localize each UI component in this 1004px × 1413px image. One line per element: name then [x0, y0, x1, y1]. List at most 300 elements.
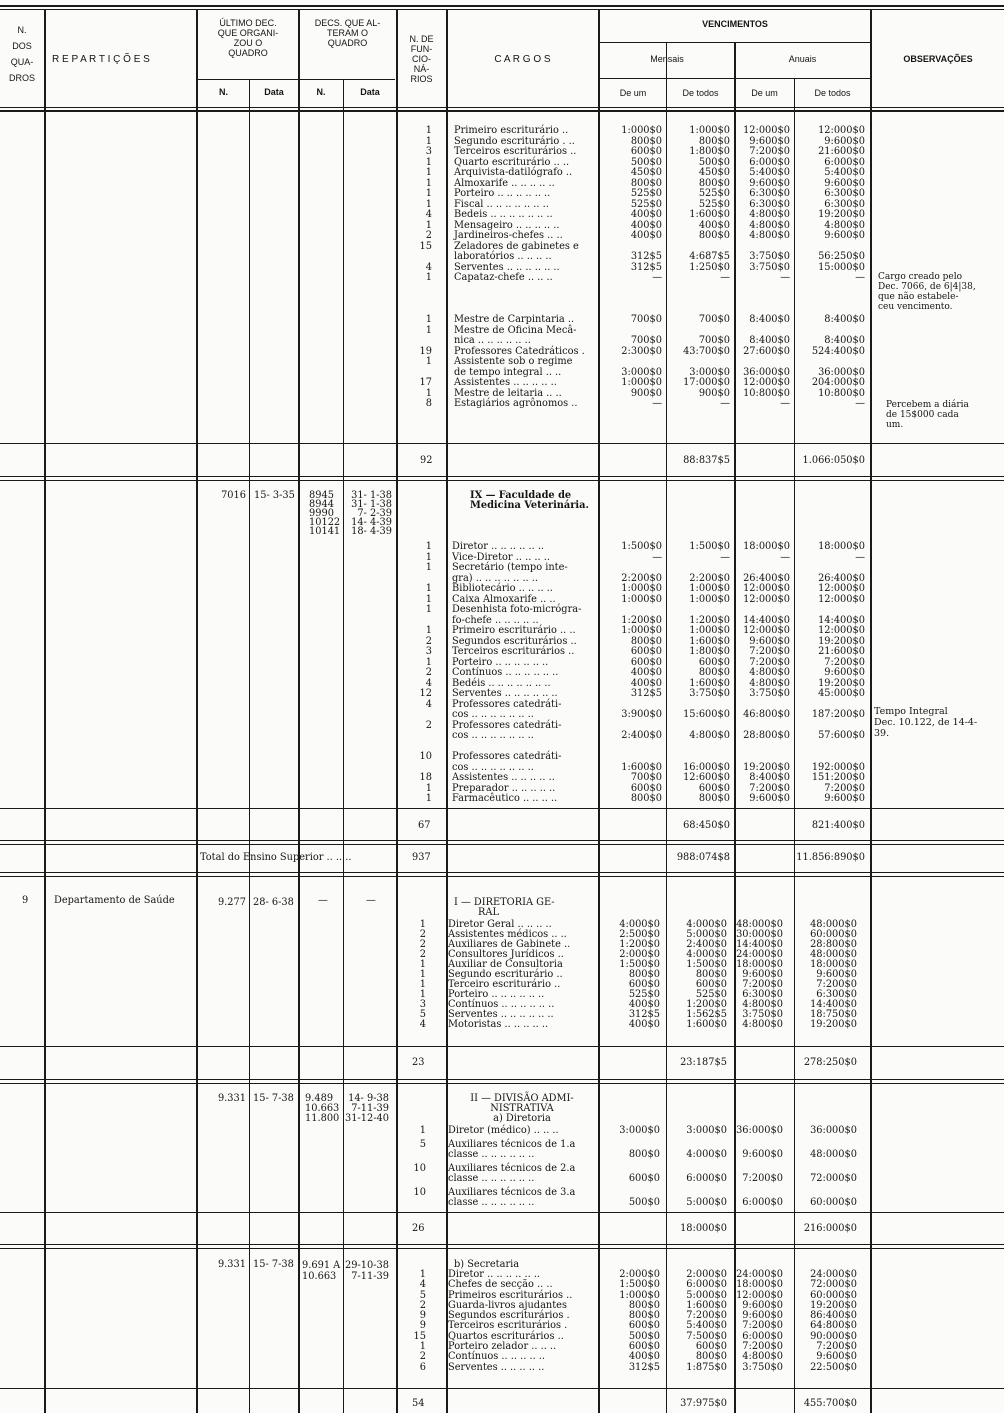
cell-m1: 1:500$0 — [619, 1279, 660, 1291]
cell-mt: 1:562$5 — [686, 1009, 727, 1020]
cell-n: 1 — [425, 541, 432, 552]
block3-decs-data: — — [366, 895, 376, 906]
cell-data: 7- 2-39 — [357, 508, 392, 519]
header-text: ÚLTIMO DEC. — [219, 18, 277, 28]
cell-a1: 18:000$0 — [736, 1279, 783, 1291]
cell-cargo: Segundos escriturários . — [448, 1310, 570, 1322]
cell-a1: 6:300$0 — [742, 989, 783, 1000]
cell-n: 1 — [419, 959, 426, 970]
cell-n: 9 — [419, 1310, 426, 1322]
cell-mt: 6:000$0 — [686, 1173, 727, 1184]
cell-a1: 7:200$0 — [742, 1320, 783, 1332]
cell-n: 1 — [425, 198, 432, 210]
cell-data: 14- 4-39 — [351, 517, 392, 528]
section-title-line: NISTRATIVA — [490, 1103, 554, 1114]
cell-m1 — [600, 742, 662, 753]
cell-n: 9.691 A — [302, 1260, 341, 1271]
cell-m1: 1:000$0 — [621, 125, 662, 136]
cell-mt: 15:600$0 — [683, 709, 730, 720]
cell-m1: 700$0 — [630, 335, 662, 346]
cell-m1: 800$0 — [630, 135, 662, 147]
obs-line: Percebem a diária — [886, 400, 969, 410]
cell-n: 1 — [419, 919, 426, 930]
block3-mt-col — [667, 920, 727, 1030]
block3-ultimo-dec-data: 28- 6-38 — [253, 897, 294, 908]
cell-n: 1 — [425, 583, 432, 594]
cell-data: 7-11-39 — [351, 1271, 389, 1282]
cell-m1: 400$0 — [630, 677, 662, 689]
cell-cargo: Mestre de Oficina Mecâ- — [454, 324, 577, 336]
cell-n — [398, 1198, 426, 1208]
cell-mt: 43:700$0 — [683, 345, 730, 357]
cell-n: 15 — [419, 240, 432, 252]
header-ultimo-dec — [198, 18, 298, 58]
cell-a1: 7:200$0 — [749, 646, 790, 657]
cell-at: 8:400$0 — [824, 314, 865, 325]
cell-cargo: Segundos escriturários .. — [452, 635, 577, 647]
block3-total-n: 23 — [412, 1057, 425, 1068]
cell-m1: 1:000$0 — [621, 625, 662, 636]
cell-mt: 2:000$0 — [686, 1269, 727, 1280]
cell-at: 7:200$0 — [824, 656, 865, 668]
cell-n: 3 — [425, 146, 432, 157]
cell-cargo: Caixa Almoxarife .. .. — [452, 593, 556, 605]
block2-total-n: 67 — [418, 820, 431, 831]
cell-at: 12:000$0 — [818, 125, 865, 136]
block2-total-at: 821:400$0 — [811, 820, 865, 831]
cell-m1: 700$0 — [630, 314, 662, 325]
cell-a1: 18:000$0 — [736, 959, 783, 970]
cell-mt: 5:000$0 — [686, 929, 727, 940]
cell-m1: 600$0 — [628, 979, 660, 990]
cell-m1: 312$5 — [628, 1361, 660, 1373]
cell-at: 9:600$0 — [824, 135, 865, 147]
cell-m1: 500$0 — [628, 1330, 660, 1342]
cell-n — [398, 294, 432, 305]
cell-cargo: cos .. .. .. .. .. .. .. — [452, 730, 534, 741]
header-text: NÁ- — [413, 64, 430, 74]
cell-cargo: Capataz-chefe .. .. .. — [454, 272, 553, 283]
cell-a1: 12:000$0 — [743, 583, 790, 594]
cell-a1: 9:600$0 — [742, 969, 783, 980]
cell-cargo: Mensageiro .. .. .. .. .. — [454, 219, 560, 231]
cell-a1: 26:400$0 — [743, 572, 790, 584]
header-text: DECS. QUE AL- — [314, 18, 381, 28]
block2-observation — [874, 706, 977, 739]
cell-mt: 1:800$0 — [689, 146, 730, 157]
cell-n: 19 — [419, 345, 432, 357]
cell-a1: 4:800$0 — [742, 1351, 783, 1363]
cell-m1: 800$0 — [630, 177, 662, 189]
cell-at: 48:000$0 — [810, 949, 857, 960]
obs-line: 39. — [874, 728, 890, 739]
cell-at: 18:000$0 — [810, 959, 857, 970]
cell-m1: 2:000$0 — [619, 1269, 660, 1280]
cell-n: 1 — [425, 656, 432, 668]
cell-cargo: Motoristas .. .. .. .. .. — [448, 1019, 549, 1030]
cell-mt: 5:400$0 — [686, 1320, 727, 1332]
cell-cargo: Serventes .. .. .. .. .. .. — [452, 688, 558, 699]
block4-mt-col — [667, 1126, 727, 1208]
cell-a1: 8:400$0 — [749, 314, 790, 325]
cell-a1: 4:800$0 — [749, 667, 790, 678]
cell-a1: 4:800$0 — [749, 230, 790, 241]
cell-a1: 48:000$0 — [736, 919, 783, 930]
cell-at: 524:400$0 — [811, 345, 865, 357]
section-title-line: a) Diretoria — [493, 1113, 551, 1124]
cell-mt: 800$0 — [698, 177, 730, 189]
cell-mt: 900$0 — [698, 387, 730, 399]
block5-at-col — [795, 1270, 857, 1373]
cell-n: 2 — [425, 667, 432, 678]
grand-total-n: 937 — [412, 852, 431, 863]
cell-n: 1 — [419, 979, 426, 990]
cell-a1: 4:800$0 — [742, 999, 783, 1010]
header-de-um: De um — [619, 88, 647, 98]
cell-cargo: Porteiro .. .. .. .. .. .. — [454, 188, 551, 199]
cell-a1: 6:000$0 — [742, 1330, 783, 1342]
cell-mt: 400$0 — [698, 219, 730, 231]
block5-decs-n-col — [302, 1260, 344, 1282]
cell-n: 1 — [425, 625, 432, 636]
cell-n: 2 — [425, 719, 432, 731]
cell-m1: 800$0 — [628, 1149, 660, 1160]
block1-m1-col — [600, 126, 662, 410]
cell-cargo: Professores catedráti- — [452, 719, 562, 731]
cell-mt: — — [720, 398, 730, 409]
cell-mt: 4:000$0 — [686, 949, 727, 960]
block2-at-col — [795, 542, 865, 805]
cell-at: — — [855, 272, 865, 283]
block2-section-title — [470, 491, 589, 511]
cell-m1: 2:400$0 — [621, 730, 662, 741]
cell-a1: 7:200$0 — [742, 1173, 783, 1184]
cell-at: 24:000$0 — [810, 1269, 857, 1280]
cell-n: 15 — [413, 1330, 426, 1342]
cell-a1: 14:400$0 — [736, 939, 783, 950]
cell-m1: 1:000$0 — [619, 1289, 660, 1301]
cell-data: 18- 4-39 — [351, 526, 392, 537]
cell-a1: 28:800$0 — [743, 730, 790, 741]
cell-cargo: Bedéis .. .. .. .. .. .. .. — [452, 677, 551, 689]
cell-a1: — — [780, 551, 790, 563]
cell-n: 1 — [425, 604, 432, 615]
block4-at-col — [795, 1126, 857, 1208]
cell-at: 18:000$0 — [818, 541, 865, 552]
cell-cargo: Terceiros escriturários .. — [452, 646, 575, 657]
block2-ultimo-dec-n: 7016 — [221, 490, 246, 501]
cell-at — [795, 357, 865, 368]
cell-at — [795, 742, 865, 753]
block5-m1-col — [600, 1270, 660, 1373]
header-de-todos: De todos — [814, 88, 851, 98]
cell-cargo: Diretor .. .. .. .. .. .. — [452, 541, 545, 552]
header-text: TERAM O — [326, 28, 368, 38]
cell-m1: 2:200$0 — [621, 572, 662, 584]
cell-m1: 800$0 — [628, 969, 660, 980]
header-cargos: C A R G O S — [494, 54, 551, 65]
cell-at: 72:000$0 — [810, 1279, 857, 1291]
block4-total-n: 26 — [412, 1223, 425, 1234]
cell-at — [795, 284, 865, 295]
cell-cargo: Terceiros escriturários . — [448, 1320, 568, 1332]
cell-a1 — [735, 742, 790, 753]
block5-decs-data-col — [344, 1260, 389, 1282]
cell-mt: 3:000$0 — [689, 366, 730, 378]
header-sub-data: Data — [360, 87, 380, 97]
obs-line: Tempo Integral — [874, 706, 948, 717]
cell-at: 19:200$0 — [818, 209, 865, 220]
cell-mt: 1:250$0 — [689, 261, 730, 273]
cell-mt: 525$0 — [698, 188, 730, 199]
cell-m1: — — [652, 551, 662, 563]
cell-n — [398, 731, 432, 742]
cell-m1: 400$0 — [630, 230, 662, 241]
block3-cargo-col — [448, 920, 598, 1030]
cell-cargo: Contínuos .. .. .. .. .. — [448, 1351, 546, 1363]
cell-n: 1 — [419, 1125, 426, 1136]
block5-total-mt: 37:975$0 — [680, 1398, 727, 1409]
header-anuais: Anuais — [788, 54, 817, 64]
cell-cargo: fo-chefe .. .. .. .. .. — [452, 614, 539, 626]
cell-mt: 4:000$0 — [686, 1149, 727, 1160]
cell-a1: 4:800$0 — [749, 677, 790, 689]
cell-at: 204:000$0 — [811, 377, 865, 388]
cell-a1: 3:750$0 — [749, 251, 790, 262]
cell-at: 26:400$0 — [818, 572, 865, 584]
cell-m1: 500$0 — [628, 1197, 660, 1208]
block4-cargo-col — [448, 1126, 598, 1208]
cell-at: 14:400$0 — [810, 999, 857, 1010]
header-observacoes: OBSERVAÇÕES — [903, 54, 973, 64]
cell-cargo: Auxiliares técnicos de 1.a — [448, 1139, 576, 1150]
cell-n: 4 — [419, 1019, 426, 1030]
cell-cargo: Primeiro escriturário .. .. — [452, 625, 576, 636]
cell-mt: 800$0 — [698, 667, 730, 678]
cell-cargo: classe .. .. .. .. .. .. — [448, 1149, 535, 1160]
cell-cargo: cos .. .. .. .. .. .. .. — [452, 761, 534, 773]
cell-a1 — [735, 752, 790, 763]
cell-mt: 800$0 — [698, 135, 730, 147]
cell-m1: 1:500$0 — [621, 541, 662, 552]
cell-at: 19:200$0 — [818, 677, 865, 689]
cell-mt: 1:600$0 — [686, 1299, 727, 1311]
block3-total-at: 278:250$0 — [803, 1057, 857, 1068]
cell-a1: 24:000$0 — [736, 1269, 783, 1280]
cell-cargo: laboratórios .. .. .. .. — [454, 251, 552, 262]
cell-a1 — [735, 357, 790, 368]
cell-a1: 46:800$0 — [743, 709, 790, 720]
cell-a1: 3:750$0 — [749, 688, 790, 699]
cell-n: 2 — [419, 929, 426, 940]
cell-cargo: Guarda-livros ajudantes — [448, 1299, 567, 1311]
cell-m1: 4:000$0 — [619, 919, 660, 930]
cell-at: 7:200$0 — [816, 1341, 857, 1353]
cell-data: 14- 9-38 — [348, 1093, 389, 1104]
cell-n: 1 — [425, 593, 432, 605]
cell-n: 8944 — [309, 499, 334, 510]
cell-at: 6:300$0 — [816, 989, 857, 1000]
cell-n: 10.663 — [305, 1103, 340, 1114]
cell-a1: — — [780, 272, 790, 283]
cell-a1: 6:300$0 — [749, 198, 790, 210]
block1-observation — [878, 272, 976, 312]
header-text: N. — [17, 25, 27, 35]
cell-n: 1 — [425, 551, 432, 563]
cell-m1: 400$0 — [628, 1351, 660, 1363]
cell-m1: 1:600$0 — [621, 761, 662, 773]
cell-m1: 800$0 — [630, 635, 662, 647]
block4-section-title — [448, 1094, 596, 1124]
block5-total-at: 455:700$0 — [803, 1398, 857, 1409]
cell-at: 90:000$0 — [810, 1330, 857, 1342]
block1-observation-2 — [886, 400, 969, 430]
cell-a1: 12:000$0 — [743, 593, 790, 605]
cell-mt: 1:500$0 — [689, 541, 730, 552]
cell-a1: 3:750$0 — [742, 1009, 783, 1020]
cell-mt: 2:200$0 — [689, 572, 730, 584]
block3-section-title — [454, 898, 555, 918]
cell-n: 8945 — [309, 490, 334, 501]
cell-mt: 1:600$0 — [686, 1019, 727, 1030]
cell-n: 11.800 — [305, 1113, 340, 1124]
cell-n: 12 — [419, 688, 432, 699]
block3-reparticao: Departamento de Saúde — [54, 895, 175, 906]
cell-at — [795, 294, 865, 305]
cell-m1: 3:000$0 — [621, 366, 662, 378]
cell-n: 9 — [419, 1320, 426, 1332]
cell-mt: 1:500$0 — [686, 959, 727, 970]
cell-cargo: classe .. .. .. .. .. .. — [448, 1173, 535, 1184]
cell-m1: 2:300$0 — [621, 345, 662, 357]
cell-m1: 525$0 — [630, 188, 662, 199]
cell-a1: 8:400$0 — [749, 772, 790, 783]
cell-data: 29-10-38 — [344, 1260, 389, 1271]
cell-cargo: Fiscal .. .. .. .. .. .. .. — [454, 198, 549, 210]
obs-line: que não estabele- — [878, 292, 959, 302]
block5-mt-col — [667, 1270, 727, 1373]
cell-cargo: Mestre de leitaria .. .. — [454, 387, 562, 399]
cell-m1: 600$0 — [628, 1341, 660, 1353]
cell-at: 9:600$0 — [824, 793, 865, 804]
header-sub-n: N. — [219, 87, 228, 97]
block2-mt-col — [667, 542, 730, 805]
block3-at-col — [795, 920, 857, 1030]
cell-at: 5:400$0 — [824, 167, 865, 178]
cell-mt: 1:600$0 — [689, 677, 730, 689]
cell-m1: 3:900$0 — [621, 709, 662, 720]
section-title-line: Medicina Veterinária. — [470, 500, 589, 511]
cell-mt: 5:000$0 — [686, 1197, 727, 1208]
cell-at: 36:000$0 — [810, 1125, 857, 1136]
cell-at: 9:600$0 — [824, 177, 865, 189]
cell-m1: 800$0 — [628, 1310, 660, 1322]
cell-a1: 7:200$0 — [749, 656, 790, 668]
cell-cargo: Arquivista-datilógrafo .. — [454, 167, 573, 178]
cell-n: 2 — [419, 1351, 426, 1363]
block5-section-title: b) Secretaria — [454, 1259, 520, 1270]
cell-m1: 600$0 — [628, 1173, 660, 1184]
cell-at: 12:000$0 — [818, 625, 865, 636]
cell-mt: 3:000$0 — [686, 1125, 727, 1136]
cell-a1: 9:600$0 — [749, 135, 790, 147]
cell-n: 1 — [425, 387, 432, 399]
cell-m1: 1:000$0 — [621, 593, 662, 605]
cell-data: 31-12-40 — [344, 1113, 389, 1124]
block3-decs-n: — — [318, 895, 328, 906]
cell-cargo — [454, 294, 598, 305]
cell-a1: 4:800$0 — [749, 219, 790, 231]
cell-at: 9:600$0 — [824, 667, 865, 678]
cell-cargo: Diretor .. .. .. .. .. .. — [448, 1269, 541, 1280]
cell-a1: 8:400$0 — [749, 335, 790, 346]
cell-m1: 400$0 — [630, 209, 662, 220]
cell-at: 14:400$0 — [818, 614, 865, 626]
cell-at: 21:600$0 — [818, 146, 865, 157]
cell-n: 1 — [425, 356, 432, 367]
cell-m1 — [600, 284, 662, 295]
cell-a1: 7:200$0 — [749, 146, 790, 157]
cell-a1: 9:600$0 — [749, 177, 790, 189]
cell-m1: 400$0 — [630, 219, 662, 231]
cell-mt: — — [720, 272, 730, 283]
cell-cargo: Assistente sob o regime — [454, 356, 573, 367]
cell-n: 5 — [419, 1139, 426, 1150]
cell-cargo: Serventes .. .. .. .. .. .. — [454, 261, 560, 273]
cell-at: 6:000$0 — [824, 156, 865, 168]
cell-m1: 450$0 — [630, 167, 662, 178]
cell-n: 18 — [419, 772, 432, 783]
cell-cargo: Estagiários agrônomos .. — [454, 398, 578, 409]
cell-n — [398, 1174, 426, 1184]
obs-line: Dec. 7066, de 6|4|38, — [878, 282, 976, 292]
cell-mt: 2:400$0 — [686, 939, 727, 950]
block2-n-col — [398, 542, 432, 805]
block5-ultimo-dec-n: 9.331 — [217, 1259, 246, 1270]
cell-at: 7:200$0 — [824, 782, 865, 794]
cell-a1: 30:000$0 — [736, 929, 783, 940]
header-decs-alteram — [299, 18, 396, 48]
cell-n: 5 — [419, 1009, 426, 1020]
obs-line: Cargo creado pelo — [878, 272, 963, 282]
cell-cargo: Bedeis .. .. .. .. .. .. .. — [454, 209, 553, 220]
cell-mt: 1:800$0 — [689, 646, 730, 657]
cell-a1: 9:600$0 — [749, 793, 790, 804]
cell-data: 31- 1-38 — [351, 490, 392, 501]
cell-mt: 500$0 — [698, 156, 730, 168]
cell-at: 45:000$0 — [818, 688, 865, 699]
cell-n — [398, 710, 432, 721]
cell-cargo: Porteiro .. .. .. .. .. .. — [448, 989, 545, 1000]
cell-cargo: Consultores Jurídicos .. — [448, 949, 564, 960]
cell-cargo: Segundo escriturário . .. — [454, 135, 575, 147]
cell-a1: 9:600$0 — [749, 635, 790, 647]
block4-n-col — [398, 1126, 426, 1208]
cell-n — [398, 284, 432, 295]
cell-mt: 800$0 — [698, 793, 730, 804]
cell-mt: 4:687$5 — [689, 251, 730, 262]
cell-a1: 36:000$0 — [736, 1125, 783, 1136]
cell-cargo: Terceiros escriturários .. — [454, 146, 577, 157]
block1-total-n: 92 — [420, 455, 433, 466]
cell-at: — — [855, 551, 865, 563]
cell-a1: 6:300$0 — [749, 188, 790, 199]
cell-a1: 6:000$0 — [742, 1197, 783, 1208]
cell-at: 19:200$0 — [810, 1299, 857, 1311]
cell-n: 1 — [419, 1269, 426, 1280]
cell-a1: 7:200$0 — [742, 979, 783, 990]
header-reparticoes: R E P A R T I Ç Õ E S — [52, 54, 150, 65]
